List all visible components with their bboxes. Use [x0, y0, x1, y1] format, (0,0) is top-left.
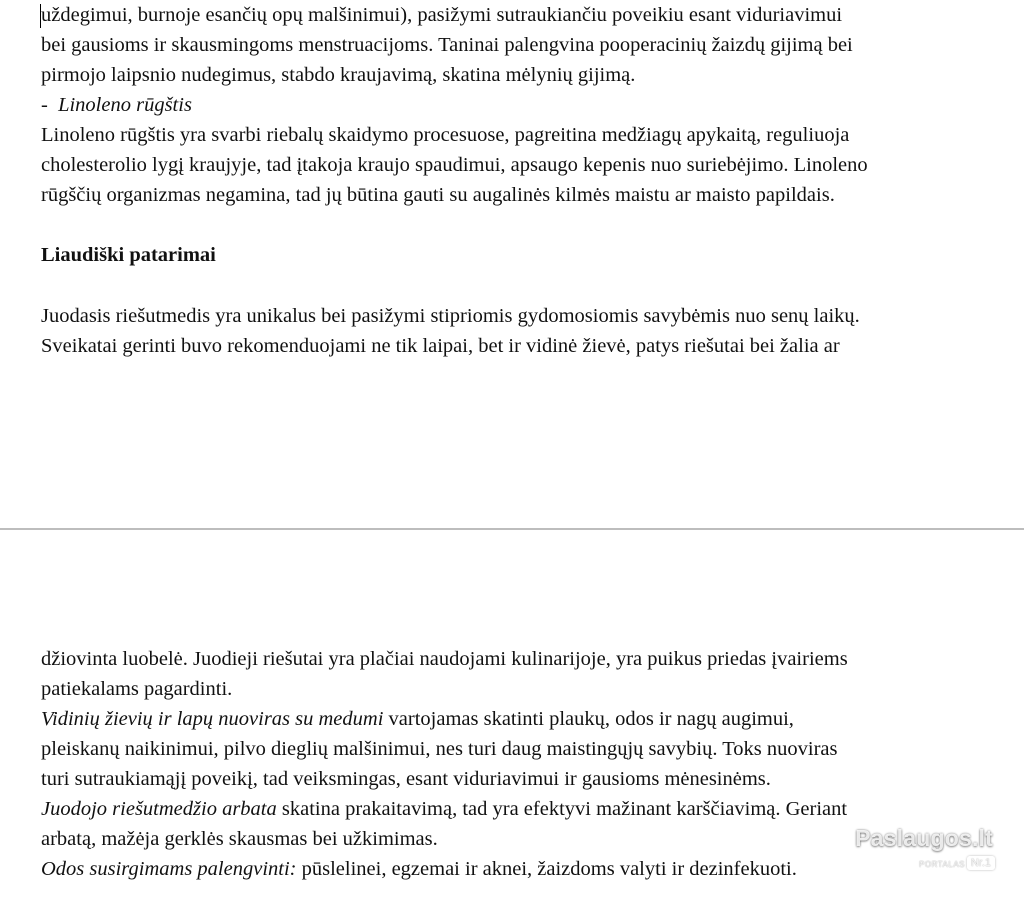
- tip-title: Odos susirgimams palengvinti:: [41, 858, 297, 880]
- watermark-subtitle: PORTALAS: [919, 860, 965, 869]
- tip-title: Juodojo riešutmedžio arbata: [41, 798, 277, 820]
- document-page-bottom: [0, 530, 1024, 900]
- paragraph-line: Linoleno rūgštis yra svarbi riebalų skaidymo procesuose, pagreitina medžiagų apykaitą, reguliuoja: [41, 124, 850, 146]
- paragraph-line: pirmojo laipsnio nudegimus, stabdo kraujavimą, skatina mėlynių gijimą.: [41, 64, 636, 86]
- paragraph-line: arbatą, mažėja gerklės skausmas bei užkimimas.: [41, 828, 438, 850]
- paragraph-line: bei gausioms ir skausmingoms menstruacijoms. Taninai palengvina pooperacinių žaizdų gijimą bei: [41, 34, 853, 56]
- tip-text: pūslelinei, egzemai ir aknei, žaizdoms valyti ir dezinfekuoti.: [296, 858, 797, 880]
- paragraph-line: turi sutraukiamąjį poveikį, tad veiksmingas, esant viduriavimui ir gausioms mėnesinėms.: [41, 768, 771, 790]
- tip-text: vartojamas skatinti plaukų, odos ir nagų augimui,: [383, 708, 794, 730]
- section-heading: Liaudiški patarimai: [41, 244, 216, 266]
- tip-line: [41, 704, 794, 734]
- watermark-badge: Nr.1: [967, 856, 995, 870]
- paragraph-line: Sveikatai gerinti buvo rekomenduojami ne tik laipai, bet ir vidinė žievė, patys riešutai bei žalia ar: [41, 335, 840, 357]
- bullet-item: [41, 90, 192, 120]
- paragraph-line: džiovinta luobelė. Juodieji riešutai yra plačiai naudojami kulinarijoje, yra puikus priedas įvairiems: [41, 648, 848, 670]
- paragraph-line: rūgščių organizmas negamina, tad jų būtina gauti su augalinės kilmės maistu ar maisto papildais.: [41, 184, 835, 206]
- tip-text: skatina prakaitavimą, tad yra efektyvi mažinant karščiavimą. Geriant: [276, 798, 848, 820]
- paragraph-line: cholesterolio lygį kraujyje, tad įtakoja kraujo spaudimui, apsaugo kepenis nuo suriebėjimo. Linoleno: [41, 154, 868, 176]
- paragraph-line: patiekalams pagardinti.: [41, 678, 233, 700]
- bullet-dash: -: [41, 94, 48, 116]
- tip-line: [41, 794, 847, 824]
- bullet-item-text: Linoleno rūgštis: [58, 94, 192, 116]
- paragraph-line: pleiskanų naikinimui, pilvo dieglių malšinimui, nes turi daug maistingųjų savybių. Toks nuoviras: [41, 738, 838, 760]
- paragraph-line: uždegimui, burnoje esančių opų malšinimui), pasižymi sutraukiančiu poveikiu esant viduriavimui: [41, 4, 843, 26]
- paragraph-line: Juodasis riešutmedis yra unikalus bei pasižymi stipriomis gydomosiomis savybėmis nuo senų laikų.: [41, 305, 860, 327]
- tip-line: [41, 854, 797, 884]
- tip-title: Vidinių žievių ir lapų nuoviras su medumi: [41, 708, 384, 730]
- watermark-logo-text: Paslaugos.lt: [855, 825, 993, 851]
